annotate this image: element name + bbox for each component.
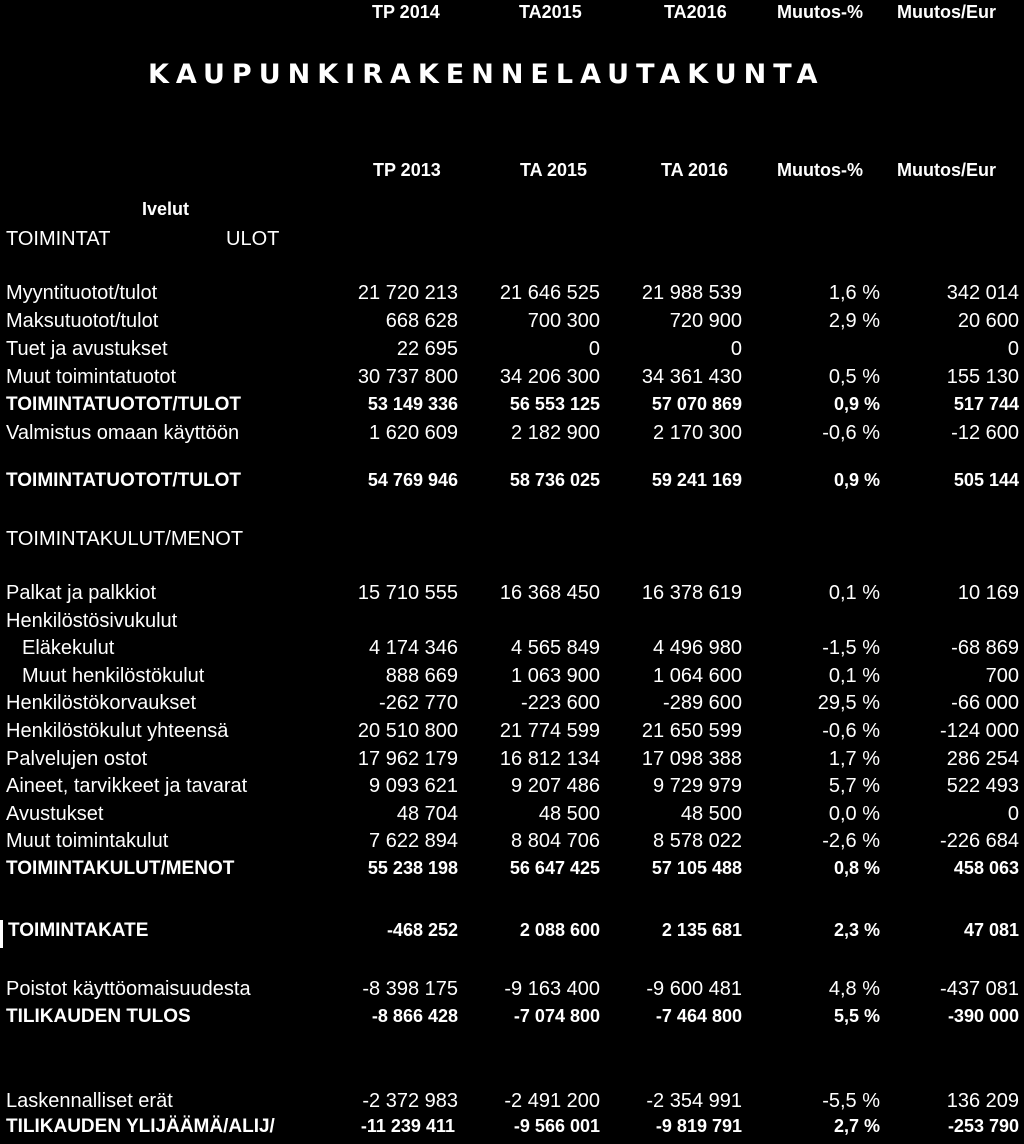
table-row xyxy=(0,858,1024,886)
cell-tp2013: 15 710 555 xyxy=(357,582,458,604)
cell-muutos-eur: -124 000 xyxy=(940,720,1019,742)
cell-muutos-eur: 286 254 xyxy=(946,747,1019,770)
cell-muutos-pct: 0,9 % xyxy=(833,394,880,414)
table-row xyxy=(0,830,1024,858)
cell-ta2015: 0 xyxy=(588,338,600,360)
cell-ta2016: -9 600 481 xyxy=(646,978,742,1000)
cell-tp2013: 55 238 198 xyxy=(367,858,458,878)
row-label: Valmistus omaan käyttöön xyxy=(6,422,240,444)
cell-tp2013: 22 695 xyxy=(396,338,458,360)
cell-muutos-pct: 2,3 % xyxy=(833,920,880,940)
cell-tp2013: 668 628 xyxy=(385,310,458,332)
cell-muutos-pct: -0,6 % xyxy=(822,720,880,742)
cell-muutos-pct: 5,5 % xyxy=(833,1006,880,1026)
cell-ta2016: 2 170 300 xyxy=(653,422,742,444)
cell-tp2013: 1 620 609 xyxy=(369,422,458,444)
cell-muutos-pct: -1,5 % xyxy=(822,637,880,660)
cell-muutos-pct: 2,7 % xyxy=(833,1116,880,1136)
table-row xyxy=(0,720,1024,748)
toimintakate-row xyxy=(0,920,1024,948)
cell-ta2016: 720 900 xyxy=(669,310,742,332)
cell-ta2015: 2 182 900 xyxy=(511,422,600,444)
cell-ta2015: -7 074 800 xyxy=(513,1006,600,1026)
cell-muutos-eur: 20 600 xyxy=(957,310,1019,332)
col-header-muutos-eur: Muutos/Eur xyxy=(897,160,996,180)
col-header-ta2015: TA 2015 xyxy=(520,160,588,180)
table-row xyxy=(0,775,1024,803)
row-label: Henkilöstösivukulut xyxy=(6,609,178,632)
row-label: Aineet, tarvikkeet ja tavarat xyxy=(6,775,248,798)
table-row xyxy=(0,394,1024,422)
table-row xyxy=(0,692,1024,720)
cell-muutos-pct: 0,5 % xyxy=(828,366,880,388)
cell-muutos-eur: -390 000 xyxy=(947,1006,1019,1026)
table-row xyxy=(0,366,1024,394)
row-label: Poistot käyttöomaisuudesta xyxy=(6,978,251,1000)
row-label: Muut henkilöstökulut xyxy=(22,664,205,687)
cell-ta2015: 16 368 450 xyxy=(499,582,600,604)
menot-heading: TOIMINTAKULUT/MENOT xyxy=(6,528,244,550)
cell-muutos-eur: -12 600 xyxy=(951,422,1019,444)
cell-muutos-pct: 0,9 % xyxy=(833,470,880,490)
cell-muutos-eur: -66 000 xyxy=(951,692,1019,715)
row-label: Henkilöstökulut yhteensä xyxy=(6,720,229,742)
top-header-muutos-pct: Muutos-% xyxy=(777,2,863,22)
cell-tp2013: 4 174 346 xyxy=(369,637,458,660)
cell-ta2015: 58 736 025 xyxy=(509,470,600,490)
cell-muutos-pct: 1,7 % xyxy=(828,747,880,770)
cell-tp2013: 888 669 xyxy=(385,664,458,687)
table-row xyxy=(0,582,1024,610)
row-label: TILIKAUDEN TULOS xyxy=(6,1006,191,1027)
cell-ta2016: -2 354 991 xyxy=(646,1090,742,1112)
cell-tp2013: -2 372 983 xyxy=(362,1090,458,1112)
tilikauden-tulos-row xyxy=(0,1006,1024,1034)
cell-ta2016: 4 496 980 xyxy=(653,637,742,660)
table-row xyxy=(0,803,1024,831)
cell-ta2015: -9 163 400 xyxy=(504,978,600,1000)
cell-muutos-eur: 47 081 xyxy=(963,920,1019,940)
row-label: TOIMINTAKATE xyxy=(8,920,149,941)
cell-ta2016: 21 988 539 xyxy=(641,282,742,304)
cell-muutos-pct: 0,0 % xyxy=(828,802,880,825)
table-row xyxy=(0,748,1024,776)
top-header-tp2014: TP 2014 xyxy=(372,2,440,22)
top-header-ta2015: TA2015 xyxy=(519,2,582,22)
row-label: Palvelujen ostot xyxy=(6,747,148,770)
cell-muutos-eur: 0 xyxy=(1007,338,1019,360)
cell-muutos-eur: -68 869 xyxy=(951,637,1019,660)
cell-ta2015: 8 804 706 xyxy=(511,830,600,853)
cell-muutos-pct: 4,8 % xyxy=(828,978,880,1000)
cell-ta2015: 48 500 xyxy=(538,802,600,825)
cell-tp2013: 53 149 336 xyxy=(367,394,458,414)
row-label: TILIKAUDEN YLIJÄÄMÄ/ALIJ/ xyxy=(6,1116,275,1137)
cell-muutos-pct: 29,5 % xyxy=(817,692,880,715)
cell-muutos-eur: 342 014 xyxy=(946,282,1019,304)
cell-ta2016: 48 500 xyxy=(680,802,742,825)
cell-ta2016: 59 241 169 xyxy=(651,470,742,490)
cell-muutos-eur: 155 130 xyxy=(946,366,1019,388)
cell-ta2016: 8 578 022 xyxy=(653,830,742,853)
cell-muutos-eur: 458 063 xyxy=(953,858,1019,878)
table-row xyxy=(0,637,1024,665)
cell-ta2015: 21 646 525 xyxy=(499,282,600,304)
cell-ta2016: 34 361 430 xyxy=(641,366,742,388)
cell-ta2016: -289 600 xyxy=(663,692,742,715)
row-label: Tuet ja avustukset xyxy=(6,338,168,360)
table-row xyxy=(0,610,1024,638)
cell-ta2016: 17 098 388 xyxy=(641,747,742,770)
cell-muutos-pct: -5,5 % xyxy=(822,1090,880,1112)
cell-tp2013: 17 962 179 xyxy=(357,747,458,770)
cell-tp2013: 20 510 800 xyxy=(357,720,458,742)
poistot-row xyxy=(0,978,1024,1006)
row-label: Maksutuotot/tulot xyxy=(6,310,159,332)
row-label: Muut toimintakulut xyxy=(6,830,169,853)
cell-ta2016: 57 105 488 xyxy=(651,858,742,878)
table-row xyxy=(0,338,1024,366)
cell-ta2016: 2 135 681 xyxy=(661,920,742,940)
row-label: Myyntituotot/tulot xyxy=(6,282,158,304)
cell-muutos-pct: 0,1 % xyxy=(828,582,880,604)
cell-muutos-eur: 522 493 xyxy=(946,775,1019,798)
row-label: Muut toimintatuotot xyxy=(6,366,177,388)
cell-tp2013: -8 398 175 xyxy=(362,978,458,1000)
cell-ta2016: 16 378 619 xyxy=(641,582,742,604)
cell-muutos-eur: -437 081 xyxy=(940,978,1019,1000)
row-label: TOIMINTATUOTOT/TULOT xyxy=(6,470,242,491)
cell-ta2016: 1 064 600 xyxy=(653,664,742,687)
cell-ta2015: 56 553 125 xyxy=(509,394,600,414)
cell-ta2015: -223 600 xyxy=(521,692,600,715)
section-small-label: Ivelut xyxy=(142,199,190,219)
cell-ta2015: 1 063 900 xyxy=(511,664,600,687)
table-row xyxy=(0,282,1024,310)
cell-ta2015: 4 565 849 xyxy=(511,637,600,660)
cell-tp2013: 30 737 800 xyxy=(357,366,458,388)
row-label: Henkilöstökorvaukset xyxy=(6,692,197,715)
row-label: Laskennalliset erät xyxy=(6,1090,173,1112)
col-header-muutos-pct: Muutos-% xyxy=(777,160,863,180)
section-label-left: TOIMINTAT xyxy=(6,228,111,250)
cell-muutos-eur: 0 xyxy=(1007,802,1019,825)
table-row xyxy=(0,665,1024,693)
cell-muutos-eur: 517 744 xyxy=(953,394,1019,414)
page-title: KAUPUNKIRAKENNELAUTAKUNTA xyxy=(148,59,825,90)
cell-tp2013: 54 769 946 xyxy=(367,470,458,490)
cell-tp2013: -8 866 428 xyxy=(371,1006,458,1026)
cell-ta2015: 700 300 xyxy=(527,310,600,332)
cell-ta2015: 21 774 599 xyxy=(499,720,600,742)
cell-tp2013: -468 252 xyxy=(386,920,458,940)
col-header-tp2013: TP 2013 xyxy=(373,160,441,180)
cell-muutos-pct: 0,1 % xyxy=(828,664,880,687)
row-label: TOIMINTAKULUT/MENOT xyxy=(6,858,235,879)
cell-tp2013: 9 093 621 xyxy=(369,775,458,798)
cell-muutos-pct: 2,9 % xyxy=(828,310,880,332)
cell-ta2015: -9 566 001 xyxy=(513,1116,600,1136)
row-label: Eläkekulut xyxy=(22,637,115,660)
cell-muutos-eur: 700 xyxy=(985,664,1019,687)
cell-ta2016: 57 070 869 xyxy=(651,394,742,414)
cell-muutos-pct: -0,6 % xyxy=(822,422,880,444)
tulot-total-row xyxy=(0,470,1024,498)
cell-muutos-pct: 5,7 % xyxy=(828,775,880,798)
cell-muutos-pct: 0,8 % xyxy=(833,858,880,878)
cell-muutos-eur: 10 169 xyxy=(957,582,1019,604)
cell-tp2013: 21 720 213 xyxy=(357,282,458,304)
ylijaama-row xyxy=(0,1116,1024,1144)
cell-tp2013: -262 770 xyxy=(379,692,458,715)
top-header-ta2016: TA2016 xyxy=(664,2,727,22)
cell-ta2015: 16 812 134 xyxy=(499,747,600,770)
cell-muutos-pct: -2,6 % xyxy=(822,830,880,853)
section-label-right: ULOT xyxy=(226,228,280,250)
cell-muutos-eur: 136 209 xyxy=(946,1090,1019,1112)
cell-ta2016: 21 650 599 xyxy=(641,720,742,742)
cell-ta2016: -7 464 800 xyxy=(655,1006,742,1026)
cell-muutos-eur: 505 144 xyxy=(953,470,1019,490)
cell-muutos-eur: -226 684 xyxy=(940,830,1019,853)
laskennalliset-row xyxy=(0,1090,1024,1118)
row-label: TOIMINTATUOTOT/TULOT xyxy=(6,394,242,415)
cell-ta2015: 34 206 300 xyxy=(499,366,600,388)
cell-ta2015: -2 491 200 xyxy=(504,1090,600,1112)
cell-muutos-eur: -253 790 xyxy=(947,1116,1019,1136)
row-label: Avustukset xyxy=(6,802,104,825)
cell-ta2015: 9 207 486 xyxy=(511,775,600,798)
cell-muutos-pct: 1,6 % xyxy=(828,282,880,304)
table-row xyxy=(0,310,1024,338)
top-header-muutos-eur: Muutos/Eur xyxy=(897,2,996,22)
cell-tp2013: 48 704 xyxy=(396,802,458,825)
cell-ta2015: 56 647 425 xyxy=(509,858,600,878)
col-header-ta2016: TA 2016 xyxy=(661,160,729,180)
cell-tp2013: -11 239 411 xyxy=(360,1116,455,1136)
table-row xyxy=(0,422,1024,450)
cell-ta2016: -9 819 791 xyxy=(655,1116,742,1136)
cell-tp2013: 7 622 894 xyxy=(369,830,458,853)
cell-ta2015: 2 088 600 xyxy=(519,920,600,940)
row-label: Palkat ja palkkiot xyxy=(6,582,157,604)
cell-ta2016: 0 xyxy=(730,338,742,360)
cell-ta2016: 9 729 979 xyxy=(653,775,742,798)
